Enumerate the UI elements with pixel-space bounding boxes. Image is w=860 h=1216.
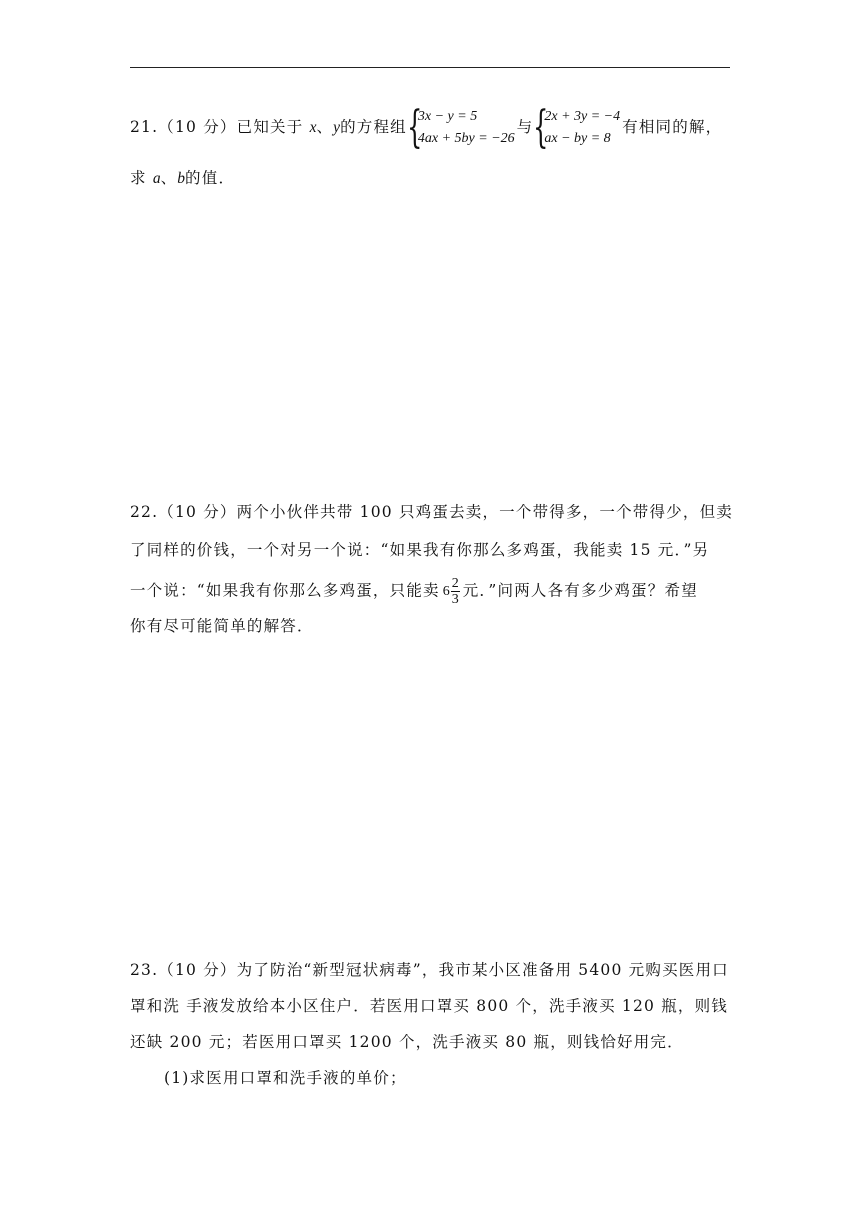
question-score: （10 分）	[158, 961, 237, 979]
question-text: 求	[130, 169, 147, 187]
separator: 、	[160, 169, 178, 187]
question-text: 你有尽可能简单的解答．	[130, 617, 314, 635]
fraction-numerator: 2	[451, 576, 459, 591]
equation: 3x − y = 5	[417, 109, 478, 124]
equation-system-2	[533, 102, 621, 153]
question-text: 为了防治“新型冠状病毒”，我市某小区准备用 5400 元购买医用口	[236, 961, 729, 979]
question-text: 罩和洗 手液发放给本小区住户．若医用口罩买 800 个，洗手液买 120 瓶，则钱	[130, 997, 729, 1015]
question-number: 22.	[130, 503, 159, 521]
equation-system-1	[406, 102, 515, 153]
question-score: （10 分）	[158, 503, 237, 521]
header-rule	[130, 67, 730, 68]
question-text: 还缺 200 元；若医用口罩买 1200 个，洗手液买 80 瓶，则钱恰好用完．	[130, 1033, 684, 1051]
variable-a: a	[152, 170, 161, 187]
question-number: 21.	[130, 118, 159, 136]
variable-b: b	[177, 170, 186, 187]
variable-y: y	[333, 119, 341, 136]
question-number: 23.	[130, 961, 159, 979]
question-23-subquestion-1	[130, 1066, 407, 1088]
question-text: 已知关于	[236, 118, 304, 136]
connector-text: 与	[516, 118, 534, 136]
question-23-line-3	[130, 1030, 684, 1052]
brace-icon: {	[533, 102, 549, 153]
mixed-number	[443, 576, 460, 607]
question-text: 了同样的价钱，一个对另一个说：“如果我有你那么多鸡蛋，我能卖 15 元．”另	[130, 541, 710, 559]
question-22-line-3	[130, 576, 698, 607]
mixed-whole: 6	[442, 583, 450, 599]
equation: 2x + 3y = −4	[544, 109, 621, 124]
fraction-denominator: 3	[451, 592, 459, 607]
question-22-line-4	[130, 614, 314, 636]
equation: ax − by = 8	[544, 131, 611, 146]
question-text: 两个小伙伴共带 100 只鸡蛋去卖，一个带得多，一个带得少，但卖	[236, 503, 733, 521]
question-text: 元．”问两人各有多少鸡蛋？希望	[462, 581, 698, 600]
fraction	[451, 576, 460, 607]
question-text: 的方程组	[340, 118, 407, 136]
question-21-line-2	[130, 166, 235, 188]
separator: 、	[316, 118, 334, 136]
question-text: 有相同的解，	[622, 118, 723, 136]
question-21-line-1	[130, 102, 723, 153]
question-23-line-2	[130, 994, 728, 1016]
equation: 4ax + 5by = −26	[417, 131, 515, 146]
question-22-line-2	[130, 538, 709, 560]
question-text: 的值．	[185, 169, 236, 187]
question-22-line-1	[130, 500, 733, 522]
question-23-line-1	[130, 958, 729, 980]
question-text: 一个说：“如果我有你那么多鸡蛋，只能卖	[130, 581, 440, 600]
variable-x: x	[309, 119, 317, 136]
subquestion-text: (1)求医用口罩和洗手液的单价；	[164, 1069, 407, 1087]
question-score: （10 分）	[158, 118, 237, 136]
brace-icon: {	[406, 102, 423, 153]
